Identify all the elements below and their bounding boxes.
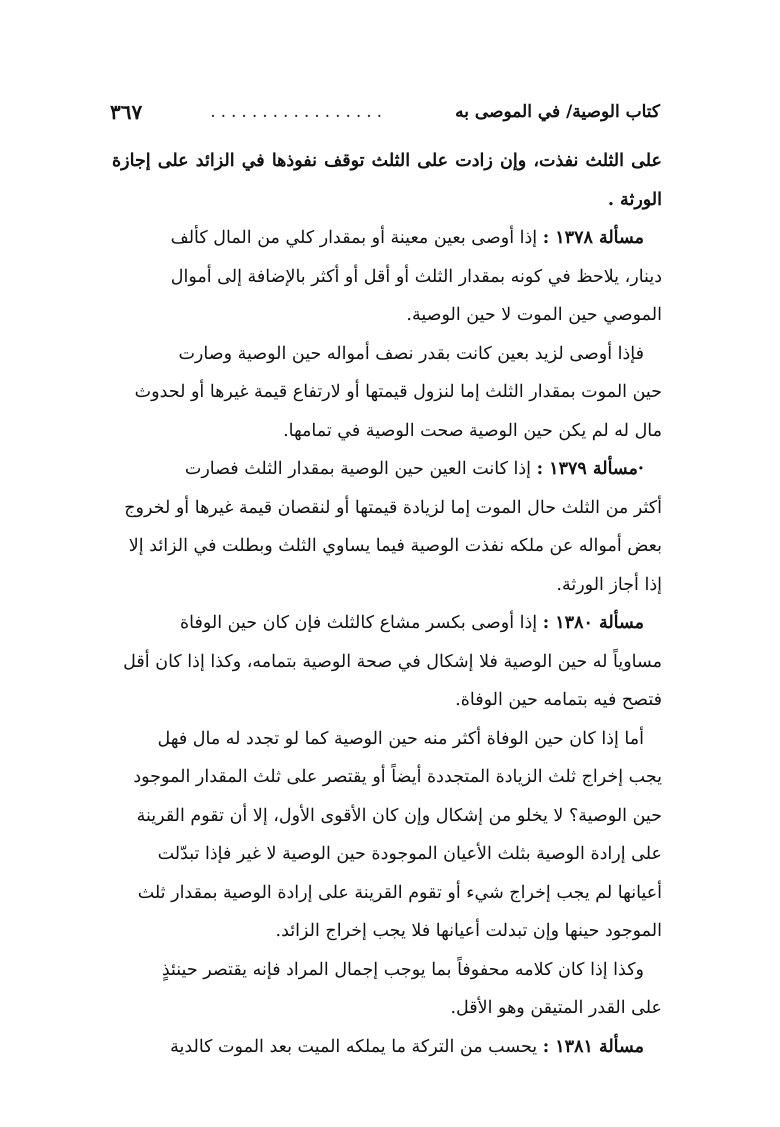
line-text: إذا كانت العين حين الوصية بمقدار الثلث فصارت [184, 459, 537, 479]
line-text: إذا أوصى بكسر مشاع كالثلث فإن كان حين الوفاة [179, 613, 543, 633]
text-line [112, 412, 662, 451]
running-header [110, 95, 660, 129]
paragraph [112, 450, 662, 604]
line-text: إذا أوصى بعين معينة أو بمقدار كلي من المال كألف [170, 228, 543, 248]
text-line [112, 566, 662, 605]
line-text: أكثر من الثلث حال الموت إما لزيادة قيمتها أو لنقصان قيمة غيرها أو لخروج [124, 497, 662, 518]
paragraph [112, 951, 662, 1028]
line-text: بعض أمواله عن ملكه نفذت الوصية فيما يساوي الثلث وبطلت في الزائد إلا [128, 536, 662, 556]
text-line [112, 797, 662, 836]
issue-heading: ·مسألة ١٣٧٩ : [536, 459, 644, 479]
text-line [112, 758, 662, 797]
text-line [112, 912, 662, 951]
line-text: حين الموت بمقدار الثلث إما لنزول قيمتها أو لارتفاع قيمة غيرها أو لحدوث [134, 382, 662, 402]
paragraph [112, 1028, 662, 1067]
line-text: مساوياً له حين الوصية فلا إشكال في صحة الوصية بتمامه، وكذا إذا كان أقل [123, 651, 662, 672]
line-text: مال له لم يكن حين الوصية صحت الوصية في تمامها. [283, 420, 662, 441]
text-line [112, 874, 662, 913]
page-number: ٣٦٧ [110, 100, 143, 124]
paragraph [112, 604, 662, 720]
paragraph [112, 219, 662, 335]
paragraph [112, 720, 662, 951]
paragraph [112, 335, 662, 451]
line-text: فإذا أوصى لزيد بعين كانت بقدر نصف أمواله حين الوصية وصارت [178, 343, 644, 364]
page-body [112, 142, 662, 1066]
text-line [112, 1028, 662, 1067]
line-text: يحسب من التركة ما يملكه الميت بعد الموت كالدية [170, 1036, 543, 1057]
issue-heading: على الثلث نفذت، وإن زادت على الثلث توقف نفوذها في الزائد على إجازة الورثة . [112, 151, 662, 210]
line-text: الموجود حينها وإن تبدلت أعيانها فلا يجب إخراج الزائد. [275, 921, 662, 941]
issue-heading: مسألة ١٣٧٨ : [542, 228, 644, 248]
line-text: فتصح فيه بتمامه حين الوفاة. [455, 690, 662, 710]
text-line [112, 142, 662, 219]
text-line [112, 219, 662, 258]
text-line [112, 835, 662, 874]
line-text: وكذا إذا كان كلامه محفوفاً بما يوجب إجمال المراد فإنه يقتصر حينئذٍ [161, 959, 644, 980]
paragraph [112, 142, 662, 219]
text-line [112, 681, 662, 720]
text-line [112, 527, 662, 566]
line-text: أعيانها لم يجب إخراج شيء أو تقوم القرينة على إرادة الوصية بمقدار ثلث [137, 882, 662, 903]
text-line [112, 604, 662, 643]
line-text: على إرادة الوصية بثلث الأعيان الموجودة حين الوصية لا غير فإذا تبدّلت [157, 844, 662, 864]
text-line [112, 643, 662, 682]
text-line [112, 720, 662, 759]
running-header-title: كتاب الوصية/ في الموصى به [455, 102, 660, 122]
issue-heading: مسألة ١٣٨٠ : [542, 613, 644, 633]
text-line [112, 335, 662, 374]
line-text: إذا أجاز الورثة. [556, 574, 662, 595]
line-text: حين الوصية؟ لا يخلو من إشكال وإن كان الأقوى الأول، إلا أن تقوم القرينة [136, 805, 662, 826]
issue-heading: مسألة ١٣٨١ : [542, 1036, 644, 1057]
text-line [112, 258, 662, 297]
text-line [112, 296, 662, 335]
text-line [112, 951, 662, 990]
line-text: أما إذا كان حين الوفاة أكثر منه حين الوصية كما لو تجدد له مال فهل [157, 728, 644, 749]
line-text: يجب إخراج ثلث الزيادة المتجددة أيضاً أو يقتصر على ثلث المقدار الموجود [133, 767, 662, 787]
line-text: دينار، يلاحظ في كونه بمقدار الثلث أو أقل أو أكثر بالإضافة إلى أموال [170, 266, 662, 287]
text-line [112, 373, 662, 412]
text-line [112, 489, 662, 528]
leader-dots: ................. [210, 102, 388, 122]
line-text: الموصي حين الموت لا حين الوصية. [406, 305, 662, 325]
text-line [112, 989, 662, 1028]
line-text: على القدر المتيقن وهو الأقل. [450, 998, 662, 1018]
text-line [112, 450, 662, 489]
